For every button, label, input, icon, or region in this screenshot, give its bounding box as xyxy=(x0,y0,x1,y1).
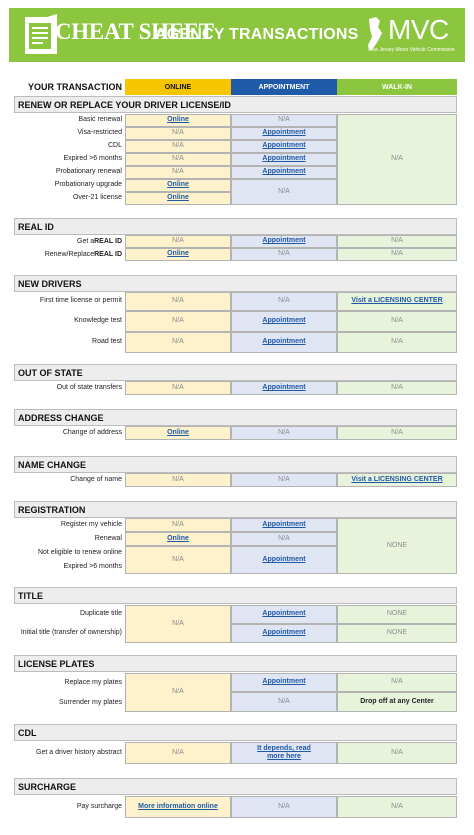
online-cell xyxy=(125,426,231,440)
online-cell xyxy=(125,235,231,248)
section-new-drivers: NEW DRIVERS xyxy=(14,275,457,292)
appointment-cell xyxy=(231,127,337,140)
online-link[interactable]: Online xyxy=(167,194,189,202)
appointment-cell xyxy=(231,381,337,395)
row-label: Register my vehicle xyxy=(60,520,122,528)
walkin-cell xyxy=(337,605,457,624)
na-text: N/A xyxy=(172,317,184,325)
row-label: Probationary renewal xyxy=(55,168,122,176)
na-text: N/A xyxy=(172,142,184,150)
na-text: N/A xyxy=(391,678,403,686)
read-more-link[interactable]: more here xyxy=(267,753,301,760)
walkin-cell xyxy=(337,796,457,818)
walkin-cell xyxy=(337,742,457,764)
na-text: N/A xyxy=(172,237,184,245)
appointment-link[interactable]: Appointment xyxy=(262,520,306,528)
online-cell xyxy=(125,381,231,395)
row-label: Change of name xyxy=(70,476,122,484)
appointment-link[interactable]: Appointment xyxy=(262,678,306,686)
row-label: Not eligible to renew online xyxy=(37,548,122,556)
appointment-cell xyxy=(231,692,337,712)
online-cell xyxy=(125,605,231,643)
walkin-cell xyxy=(337,624,457,643)
online-link[interactable]: Online xyxy=(167,116,189,124)
na-text: N/A xyxy=(278,475,290,483)
appointment-link[interactable]: Appointment xyxy=(262,142,306,150)
row-label: Replace my plates xyxy=(64,678,122,686)
section-name-change: NAME CHANGE xyxy=(14,456,457,473)
section-out-of-state: OUT OF STATE xyxy=(14,364,457,381)
row-label: Expired >6 months xyxy=(63,562,122,570)
na-text: N/A xyxy=(172,555,184,563)
appointment-cell xyxy=(231,292,337,311)
online-cell xyxy=(125,292,231,311)
row-label: Road test xyxy=(92,338,122,346)
walkin-cell xyxy=(337,473,457,487)
appointment-link[interactable]: Appointment xyxy=(262,129,306,137)
walkin-cell xyxy=(337,426,457,440)
appointment-cell xyxy=(231,235,337,248)
drop-off-text: Drop off at any Center xyxy=(360,697,434,705)
row-label xyxy=(14,236,125,248)
na-text: N/A xyxy=(278,534,290,542)
appointment-cell xyxy=(231,166,337,179)
online-cell xyxy=(125,153,231,166)
appointment-link[interactable]: Appointment xyxy=(262,383,306,391)
row-label: Pay surcharge xyxy=(76,802,122,810)
section-title: TITLE xyxy=(14,587,457,604)
none-text: NONE xyxy=(386,610,408,618)
online-cell xyxy=(125,796,231,818)
online-cell xyxy=(125,546,231,574)
appointment-cell xyxy=(231,532,337,546)
online-link[interactable]: Online xyxy=(167,250,189,258)
section-registration: REGISTRATION xyxy=(14,501,457,518)
row-label: Expired >6 months xyxy=(63,155,122,163)
online-cell xyxy=(125,179,231,192)
online-link[interactable]: Online xyxy=(167,181,189,189)
appointment-cell xyxy=(231,140,337,153)
column-header-appointment: APPOINTMENT xyxy=(231,79,337,95)
row-label: Duplicate title xyxy=(79,610,122,618)
row-label: CDL xyxy=(107,142,122,150)
online-cell xyxy=(125,192,231,205)
mvc-brand: MVC xyxy=(388,14,449,45)
section-license-plates: LICENSE PLATES xyxy=(14,655,457,672)
na-text: N/A xyxy=(391,317,403,325)
online-cell xyxy=(125,332,231,353)
na-text: N/A xyxy=(391,748,403,756)
row-label: Surrender my plates xyxy=(58,698,122,706)
row-label-bold: REAL ID xyxy=(94,251,122,259)
na-text: N/A xyxy=(278,428,290,436)
row-label: Renewal xyxy=(94,534,122,542)
na-text: N/A xyxy=(278,116,290,124)
na-text: N/A xyxy=(391,237,403,245)
row-label-bold: REAL ID xyxy=(94,238,122,246)
none-text: NONE xyxy=(386,629,408,637)
walkin-cell xyxy=(337,114,457,205)
na-text: N/A xyxy=(172,129,184,137)
walkin-cell xyxy=(337,248,457,261)
walkin-cell xyxy=(337,292,457,311)
row-label: Knowledge test xyxy=(74,317,122,325)
walkin-cell xyxy=(337,381,457,395)
appointment-cell xyxy=(231,624,337,643)
row-label: Over-21 license xyxy=(72,194,122,202)
na-text: N/A xyxy=(391,250,403,258)
online-cell xyxy=(125,473,231,487)
appointment-cell xyxy=(231,332,337,353)
online-cell xyxy=(125,742,231,764)
appointment-link[interactable]: Appointment xyxy=(262,338,306,346)
row-label-text: Get a xyxy=(77,238,95,246)
row-label: Get a driver history abstract xyxy=(36,748,122,756)
online-cell xyxy=(125,127,231,140)
row-label-text: Renew/Replace xyxy=(44,251,95,259)
row-label: Probationary upgrade xyxy=(54,181,122,189)
appointment-cell xyxy=(231,473,337,487)
section-surcharge: SURCHARGE xyxy=(14,778,457,795)
row-label: Initial title (transfer of ownership) xyxy=(20,629,122,637)
it-depends-link[interactable]: It depends, read xyxy=(257,744,311,752)
na-text: N/A xyxy=(391,338,403,346)
appointment-cell xyxy=(231,179,337,205)
row-label: Out of state transfers xyxy=(56,384,122,392)
online-cell xyxy=(125,532,231,546)
na-text: N/A xyxy=(278,187,290,195)
more-info-online-link[interactable]: More information online xyxy=(138,802,218,810)
appointment-cell xyxy=(231,153,337,166)
appointment-cell xyxy=(231,426,337,440)
licensing-center-link[interactable]: Visit a LICENSING CENTER xyxy=(351,297,443,305)
walkin-cell xyxy=(337,518,457,574)
na-text: N/A xyxy=(172,338,184,346)
online-cell xyxy=(125,518,231,532)
online-link[interactable]: Online xyxy=(167,428,189,436)
section-renew-license: RENEW OR REPLACE YOUR DRIVER LICENSE/ID xyxy=(14,96,457,113)
na-text: N/A xyxy=(172,155,184,163)
row-label: First time license or permit xyxy=(39,297,122,305)
na-text: N/A xyxy=(278,250,290,258)
cheat-sheet-wordmark: CHEAT SHEET xyxy=(55,19,214,44)
row-label: Change of address xyxy=(62,429,122,437)
appointment-cell xyxy=(231,248,337,261)
appointment-link[interactable]: Appointment xyxy=(262,168,306,176)
appointment-link[interactable]: Appointment xyxy=(262,629,306,637)
appointment-cell xyxy=(231,311,337,332)
row-label: Basic renewal xyxy=(78,116,122,124)
appointment-cell xyxy=(231,546,337,574)
column-header-your-transaction: YOUR TRANSACTION xyxy=(28,82,122,92)
na-text: N/A xyxy=(278,697,290,705)
header-banner xyxy=(9,8,465,62)
row-label xyxy=(14,249,125,261)
appointment-cell xyxy=(231,518,337,532)
page-title: AGENCY TRANSACTIONS xyxy=(155,26,359,43)
na-text: N/A xyxy=(391,428,403,436)
appointment-cell xyxy=(231,114,337,127)
column-header-walkin: WALK-IN xyxy=(337,79,457,95)
none-text: NONE xyxy=(386,541,408,549)
na-text: N/A xyxy=(172,748,184,756)
online-cell xyxy=(125,248,231,261)
appointment-link[interactable]: Appointment xyxy=(262,237,306,245)
appointment-cell xyxy=(231,796,337,818)
online-cell xyxy=(125,114,231,127)
na-text: N/A xyxy=(278,802,290,810)
online-link[interactable]: Online xyxy=(167,534,189,542)
walkin-cell xyxy=(337,692,457,712)
online-cell xyxy=(125,673,231,712)
column-header-online: ONLINE xyxy=(125,79,231,95)
online-cell xyxy=(125,140,231,153)
row-label: Visa-restricted xyxy=(77,129,122,137)
na-text: N/A xyxy=(391,802,403,810)
appointment-cell xyxy=(231,742,337,764)
section-cdl: CDL xyxy=(14,724,457,741)
na-text: N/A xyxy=(172,383,184,391)
na-text: N/A xyxy=(172,297,184,305)
na-text: N/A xyxy=(172,475,184,483)
section-real-id: REAL ID xyxy=(14,218,457,235)
online-cell xyxy=(125,311,231,332)
walkin-cell xyxy=(337,235,457,248)
na-text: N/A xyxy=(278,297,290,305)
section-address-change: ADDRESS CHANGE xyxy=(14,409,457,426)
appointment-link[interactable]: Appointment xyxy=(262,610,306,618)
online-cell xyxy=(125,166,231,179)
na-text: N/A xyxy=(391,155,403,163)
appointment-cell xyxy=(231,673,337,692)
mvc-brand-subtitle: New Jersey Motor Vehicle Commission xyxy=(368,47,455,53)
na-text: N/A xyxy=(172,520,184,528)
appointment-link[interactable]: Appointment xyxy=(262,555,306,563)
na-text: N/A xyxy=(172,619,184,627)
na-text: N/A xyxy=(172,168,184,176)
walkin-cell xyxy=(337,673,457,692)
appointment-link[interactable]: Appointment xyxy=(262,317,306,325)
licensing-center-link[interactable]: Visit a LICENSING CENTER xyxy=(351,475,443,483)
walkin-cell xyxy=(337,332,457,353)
appointment-link[interactable]: Appointment xyxy=(262,155,306,163)
appointment-cell xyxy=(231,605,337,624)
na-text: N/A xyxy=(172,688,184,696)
walkin-cell xyxy=(337,311,457,332)
na-text: N/A xyxy=(391,383,403,391)
